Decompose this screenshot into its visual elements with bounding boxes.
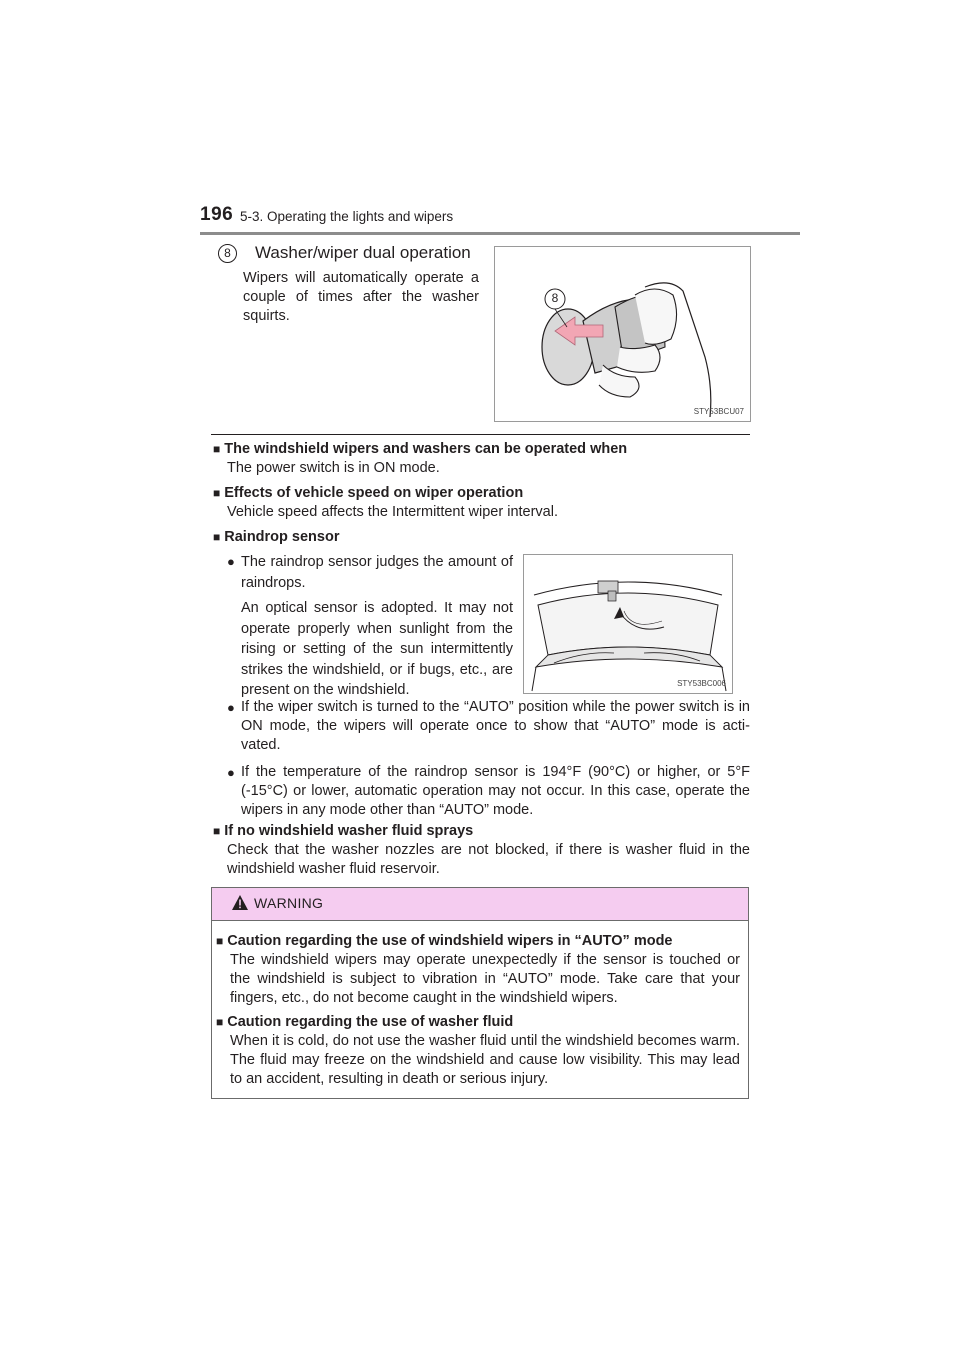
section-raindrop-heading [213,528,750,547]
section-body: Vehicle speed affects the Intermittent wiper interval. [227,504,558,520]
section-heading: The windshield wipers and washers can be operated when [224,441,628,457]
bullet-text: If the temperature of the raindrop sensor is 194°F (90°C) or higher, or 5°F (-15°C) or lower, automatic operation may not occur. In this case, operate the wipers in any mode other than “AUTO” mode. [241,764,750,818]
heading-marker: ■ [213,486,221,500]
section-divider [211,434,750,435]
bullet-text: The raindrop sensor judges the amount of raindrops. [241,554,513,591]
warning-heading-text: Caution regarding the use of windshield wipers in “AUTO” mode [227,933,673,949]
section-no-fluid [213,822,750,879]
section-body: Check that the washer nozzles are not blocked, if there is washer fluid in the windshield washer fluid reservoir. [227,842,750,877]
heading-marker: ■ [213,442,221,456]
figure-code: STY53BCU07 [693,407,744,416]
item-number-badge: 8 [218,244,237,263]
section-heading: Raindrop sensor [224,529,340,545]
raindrop-bullet-1 [213,552,513,701]
section-operated-when [213,440,750,478]
heading-marker: ■ [213,530,221,544]
heading-marker: ■ [216,1015,224,1029]
raindrop-bullet-2 [213,698,750,755]
section-body: The power switch is in ON mode. [227,460,440,476]
bullet-marker: ● [227,554,235,569]
warning-item-2-heading [216,1013,740,1032]
item-8-description: Wipers will automatically operate a couple of times after the washer squirts. [243,270,479,324]
bullet-marker: ● [227,765,235,780]
raindrop-sensor-figure [523,554,733,694]
warning-triangle-icon [231,894,249,911]
warning-header [212,888,748,921]
warning-item-2-body: When it is cold, do not use the washer fluid until the windshield becomes warm. The fluid may freeze on the windshield and cause low visibility. This may lead to an accident, resulting in death or serious injury. [230,1033,740,1087]
windshield-illustration [524,555,732,693]
heading-marker: ■ [213,824,221,838]
page-number: 196 [200,204,234,225]
header-rule [200,232,800,235]
warning-heading-text: Caution regarding the use of washer fluid [227,1014,514,1030]
section-title: 5-3. Operating the lights and wipers [240,209,454,224]
section-heading: Effects of vehicle speed on wiper operation [224,485,524,501]
wiper-lever-illustration [495,247,750,421]
bullet-marker: ● [227,700,235,715]
item-8-heading [218,243,471,263]
warning-title: WARNING [254,895,324,911]
bullet-text: An optical sensor is adopted. It may not operate properly when sunlight from the rising or setting of the sun intermittently strikes the windshield, or if bugs, etc., are present on the windshield. [241,600,513,698]
warning-item-1-body: The windshield wipers may operate unexpectedly if the sensor is touched or the windshield is subject to vibration in “AUTO” mode. Take care that your fingers, etc., do not become caught in the windshield wipers. [230,952,740,1006]
section-heading: If no windshield washer fluid sprays [224,823,474,839]
figure-code: STY53BC006 [677,679,726,688]
heading-marker: ■ [216,934,224,948]
raindrop-bullet-3 [213,763,750,820]
section-vehicle-speed [213,484,750,522]
warning-item-1-heading [216,932,740,951]
bullet-text: If the wiper switch is turned to the “AUTO” position while the power switch is in ON mode, the wipers will operate once to show that “AUTO” mode is acti-vated. [241,699,750,753]
wiper-lever-figure [494,246,751,422]
warning-box [211,887,749,1099]
figure-callout-8: 8 [551,291,559,305]
item-8-title: Washer/wiper dual operation [255,243,471,262]
